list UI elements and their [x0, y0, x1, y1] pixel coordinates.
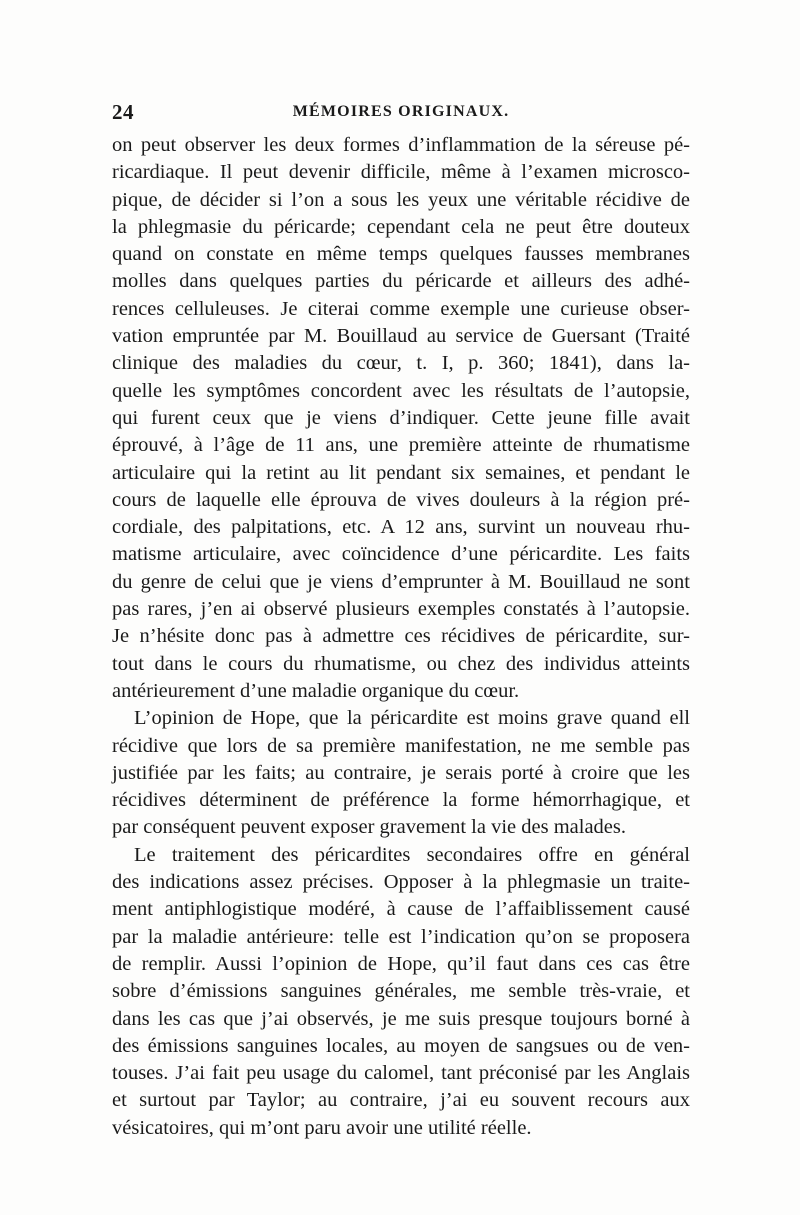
text-line: éprouvé, à l’âge de 11 ans, une première atteinte de rhumatisme: [112, 434, 690, 457]
text-line: dans les cas que j’ai observés, je me suis presque toujours borné à: [112, 1007, 690, 1030]
body-text: [112, 132, 690, 1142]
text-line: clinique des maladies du cœur, t. I, p. 360; 1841), dans la-: [112, 352, 690, 375]
text-line: tout dans le cours du rhumatisme, ou chez des individus atteints: [112, 652, 690, 675]
text-line: Je n’hésite donc pas à admettre ces récidives de péricardite, sur-: [112, 625, 690, 648]
text-line: ricardiaque. Il peut devenir difficile, même à l’examen microsco-: [112, 161, 690, 184]
text-line: et surtout par Taylor; au contraire, j’ai eu souvent recours aux: [112, 1089, 690, 1112]
text-line: sobre d’émissions sanguines générales, me semble très-vraie, et: [112, 980, 690, 1003]
text-line: des émissions sanguines locales, au moyen de sangsues ou de ven-: [112, 1034, 690, 1057]
text-line: L’opinion de Hope, que la péricardite est moins grave quand ell: [134, 707, 690, 730]
text-line: touses. J’ai fait peu usage du calomel, tant préconisé par les Anglais: [112, 1062, 690, 1085]
text-line: pas rares, j’en ai observé plusieurs exemples constatés à l’autopsie.: [112, 598, 690, 621]
text-line: ment antiphlogistique modéré, à cause de l’affaiblissement causé: [112, 898, 690, 921]
text-line: pique, de décider si l’on a sous les yeux une véritable récidive de: [112, 188, 690, 211]
text-line: molles dans quelques parties du péricarde et ailleurs des adhé-: [112, 270, 690, 293]
text-line: par la maladie antérieure: telle est l’indication qu’on se proposera: [112, 925, 690, 948]
text-line: articulaire qui la retint au lit pendant six semaines, et pendant le: [112, 461, 690, 484]
text-line: récidives déterminent de préférence la forme hémorrhagique, et: [112, 789, 690, 812]
page-number: 24: [112, 100, 134, 124]
text-line: du genre de celui que je viens d’emprunter à M. Bouillaud ne sont: [112, 570, 690, 593]
text-line: quelle les symptômes concordent avec les résultats de l’autopsie,: [112, 379, 690, 402]
text-line: cours de laquelle elle éprouva de vives douleurs à la région pré-: [112, 488, 690, 511]
text-line: quand on constate en même temps quelques fausses membranes: [112, 243, 690, 266]
text-line: antérieurement d’une maladie organique du cœur.: [112, 679, 520, 702]
text-line: cordiale, des palpitations, etc. A 12 ans, survint un nouveau rhu-: [112, 516, 690, 539]
text-line: on peut observer les deux formes d’inflammation de la séreuse pé-: [112, 134, 690, 156]
page-header: [112, 100, 690, 124]
paragraph-1: [112, 132, 690, 705]
text-line: la phlegmasie du péricarde; cependant cela ne peut être douteux: [112, 215, 690, 238]
paragraph-2: [112, 705, 690, 841]
text-line: vation empruntée par M. Bouillaud au service de Guersant (Traité: [112, 325, 690, 348]
text-line: par conséquent peuvent exposer gravement la vie des malades.: [112, 816, 627, 839]
text-line: vésicatoires, qui m’ont paru avoir une utilité réelle.: [112, 1116, 532, 1139]
text-line: justifiée par les faits; au contraire, je serais porté à croire que les: [112, 761, 690, 784]
running-title: MÉMOIRES ORIGINAUX.: [292, 103, 510, 120]
text-line: des indications assez précises. Opposer à la phlegmasie un traite-: [112, 871, 690, 894]
text-line: qui furent ceux que je viens d’indiquer. Cette jeune fille avait: [112, 406, 690, 429]
paragraph-3: [112, 842, 690, 1142]
text-line: récidive que lors de sa première manifestation, ne me semble pas: [112, 734, 690, 757]
text-line: de remplir. Aussi l’opinion de Hope, qu’il faut dans ces cas être: [112, 952, 690, 975]
text-line: Le traitement des péricardites secondaires offre en général: [134, 843, 690, 866]
text-line: rences celluleuses. Je citerai comme exemple une curieuse obser-: [112, 297, 690, 320]
text-line: matisme articulaire, avec coïncidence d’une péricardite. Les faits: [112, 543, 690, 566]
